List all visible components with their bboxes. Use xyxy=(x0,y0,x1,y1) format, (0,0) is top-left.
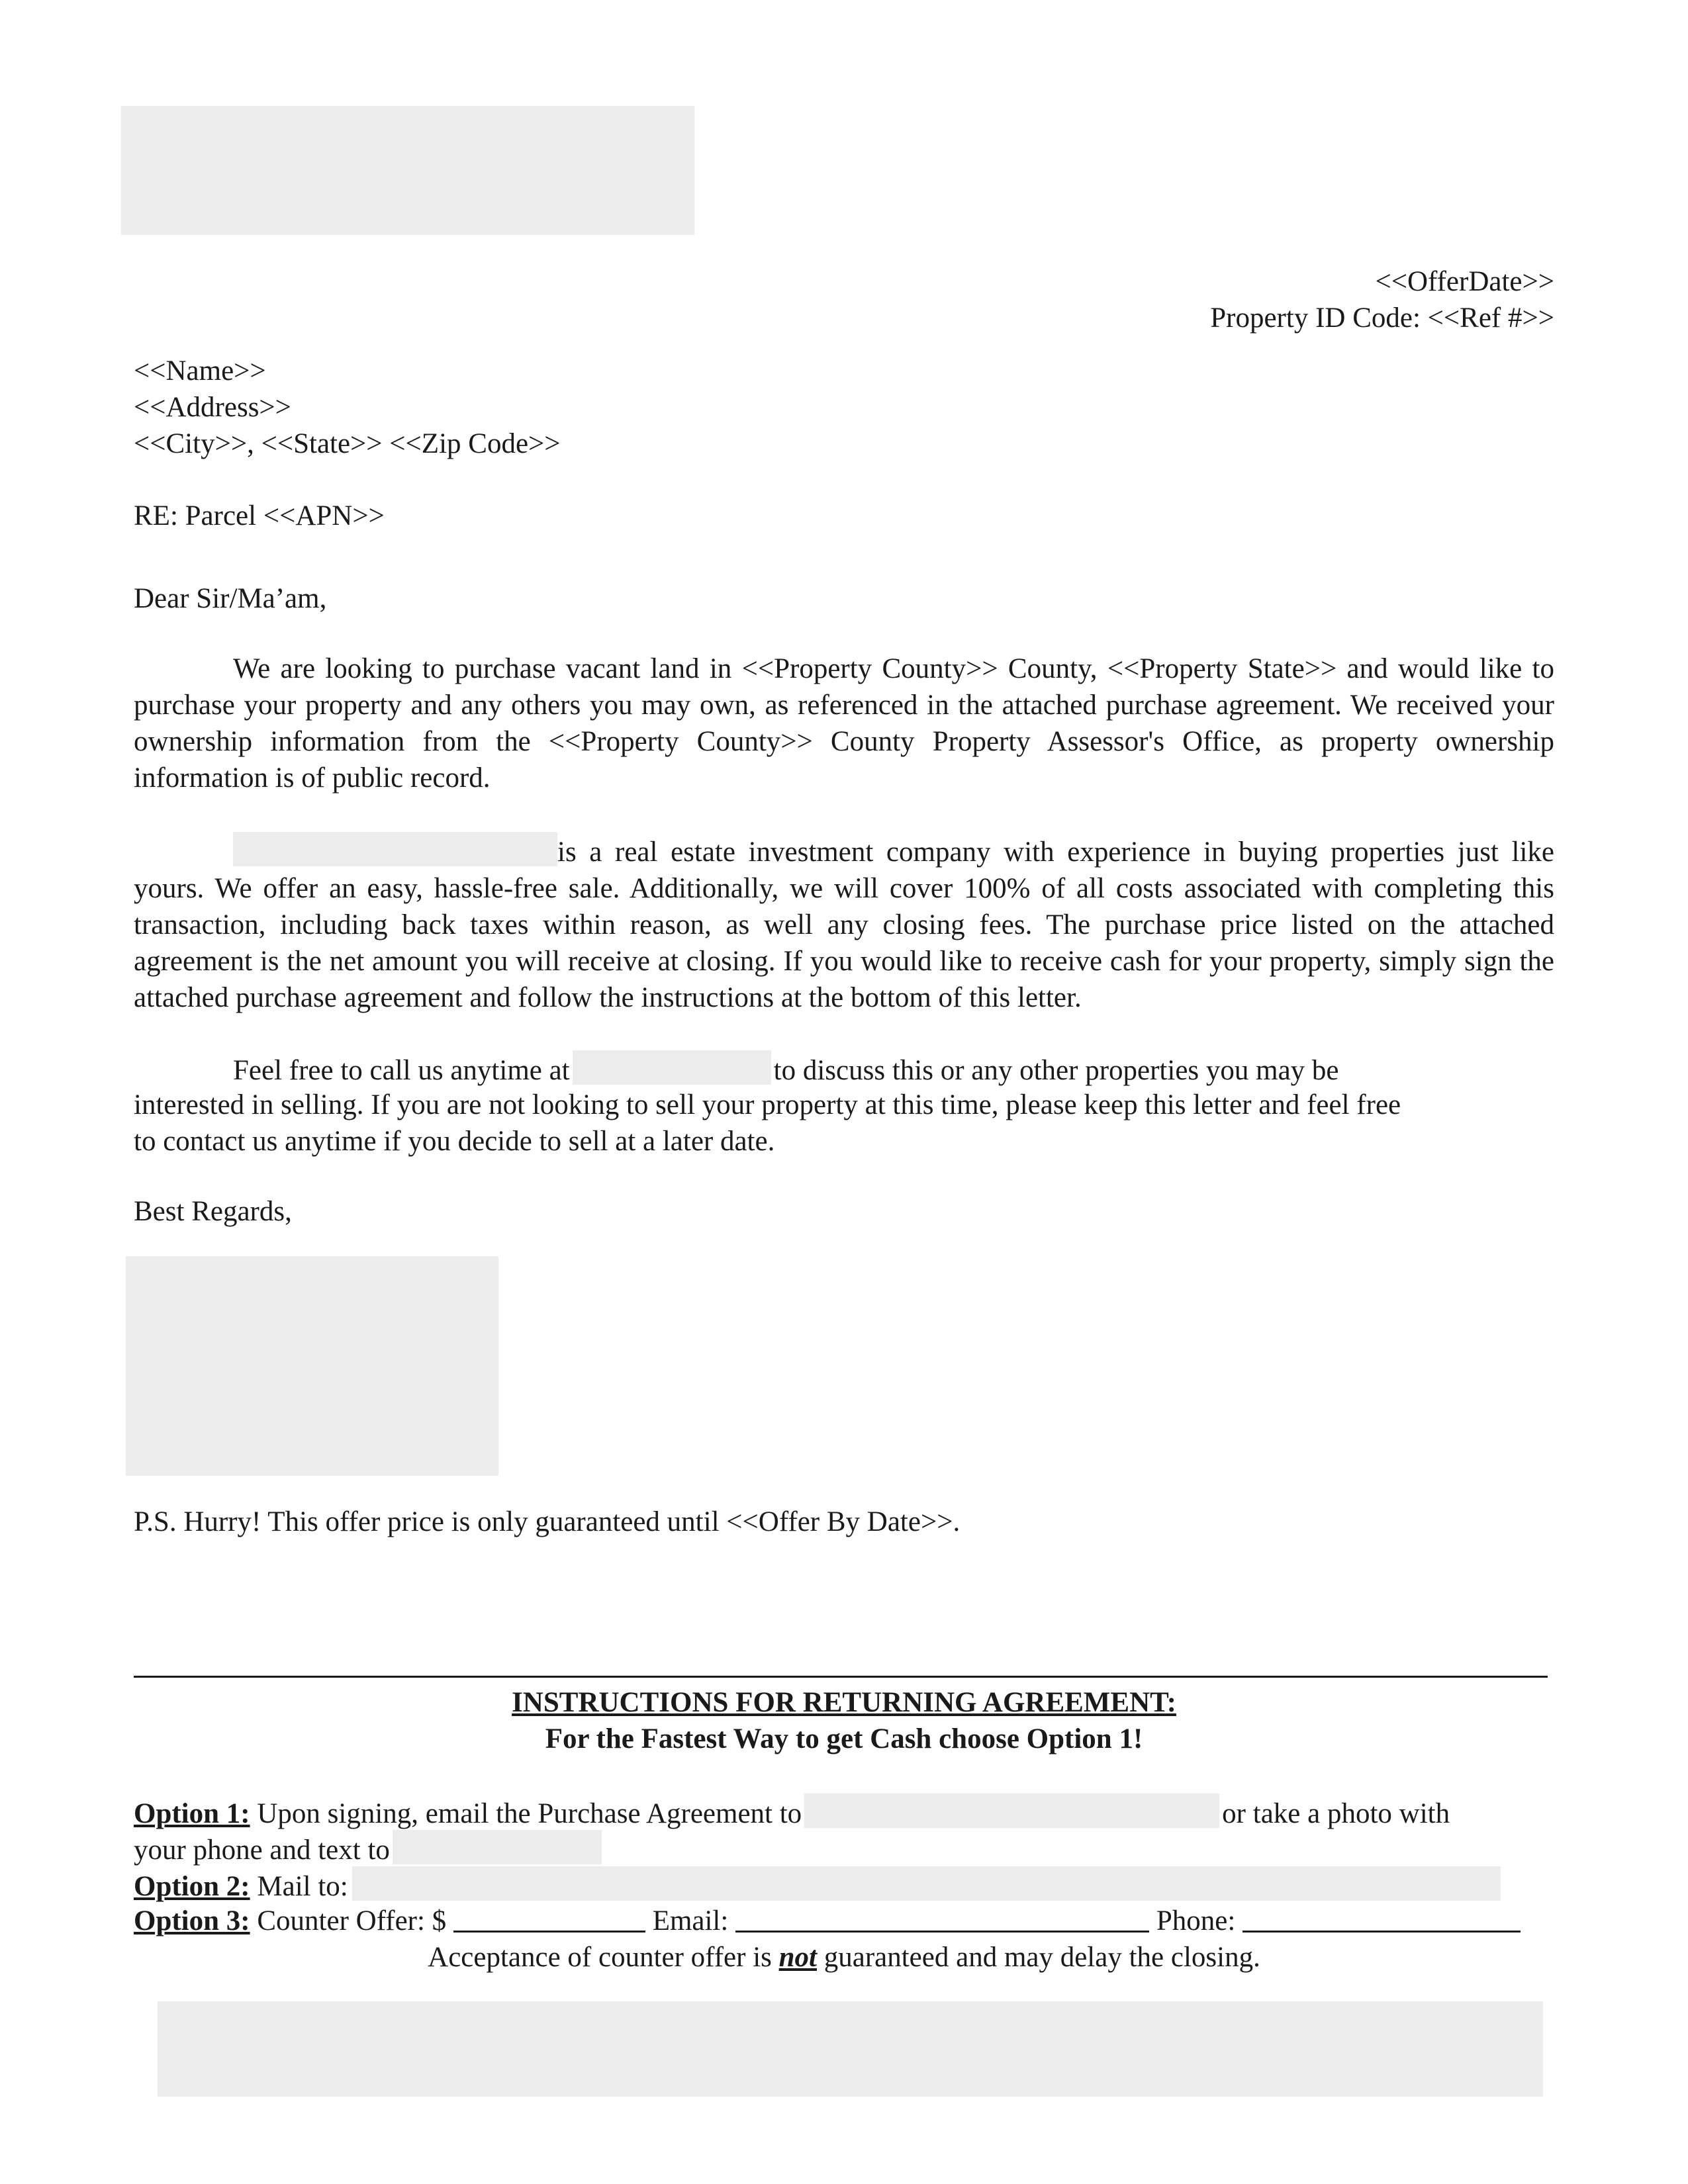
logo-redacted xyxy=(121,106,694,235)
paragraph-3-line-1 xyxy=(134,1050,1339,1089)
closing: Best Regards, xyxy=(134,1196,292,1227)
note-before: Acceptance of counter offer is xyxy=(428,1942,772,1973)
paragraph-3-line-3: to contact us anytime if you decide to sell at a later date. xyxy=(134,1126,775,1157)
re-line: RE: Parcel <<APN>> xyxy=(134,500,385,531)
paragraph-2-text: is a real estate investment company with experience in buying properties just like yours. We offer an easy, hassle-free sale. Additionally, we will cover 100% of all costs associated with completing this transaction, including back taxes within reason, as well any closing fees. The purchase price listed on the attached agreement is the net amount you will receive at closing. If you would like to receive cash for your property, simply sign the attached purchase agreement and follow the instructions at the bottom of this letter. xyxy=(134,837,1554,1013)
paragraph-3-before: Feel free to call us anytime at xyxy=(233,1055,570,1086)
option-2-line xyxy=(134,1866,1501,1905)
recipient-address: <<Address>> xyxy=(134,392,291,423)
option-2-label: Option 2: xyxy=(134,1871,250,1902)
offer-date: <<OfferDate>> xyxy=(1375,266,1554,297)
option-1-label: Option 1: xyxy=(134,1798,250,1829)
option-1-line-2 xyxy=(134,1830,602,1868)
counter-offer-label: Counter Offer: $ xyxy=(257,1905,447,1936)
paragraph-3-after: to discuss this or any other properties you may be xyxy=(773,1055,1339,1086)
mailing-address-redacted xyxy=(352,1866,1501,1901)
option-1-line-2-text: your phone and text to xyxy=(134,1835,390,1866)
option-2-text: Mail to: xyxy=(257,1871,348,1902)
option-1-text: Upon signing, email the Purchase Agreement to xyxy=(257,1798,802,1829)
phone-label: Phone: xyxy=(1156,1905,1236,1936)
recipient-city-state-zip: <<City>>, <<State>> <<Zip Code>> xyxy=(134,428,561,459)
instructions-heading: INSTRUCTIONS FOR RETURNING AGREEMENT: xyxy=(512,1687,1176,1718)
divider xyxy=(134,1676,1548,1678)
phone-number-redacted xyxy=(573,1050,771,1085)
counter-offer-note xyxy=(134,1939,1554,1976)
option-3-line xyxy=(134,1903,1521,1939)
note-emphasis: not xyxy=(778,1942,817,1973)
option-1-line-1 xyxy=(134,1794,1450,1832)
property-id: Property ID Code: <<Ref #>> xyxy=(1210,302,1554,334)
footer-redacted xyxy=(158,2001,1543,2097)
email-blank xyxy=(735,1905,1149,1933)
phone-blank xyxy=(1243,1905,1521,1933)
text-number-redacted xyxy=(393,1830,602,1864)
paragraph-2 xyxy=(134,832,1554,1016)
paragraph-1-text: We are looking to purchase vacant land in <<Property County>> County, <<Property State>> and would like to purchase your property and any others you may own, as referenced in the attached purchase agreement. We received your ownership information from the <<Property County>> County Property Assessor's Office, as property ownership information is of public record. xyxy=(134,653,1554,794)
option-3-label: Option 3: xyxy=(134,1905,250,1936)
email-label: Email: xyxy=(652,1905,729,1936)
email-redacted xyxy=(804,1794,1219,1828)
recipient-name: <<Name>> xyxy=(134,355,266,387)
signature-redacted xyxy=(126,1256,498,1476)
company-name-redacted xyxy=(233,832,557,866)
paragraph-3-line-2: interested in selling. If you are not looking to sell your property at this time, please keep this letter and feel free xyxy=(134,1089,1401,1120)
salutation: Dear Sir/Ma’am, xyxy=(134,583,327,614)
postscript: P.S. Hurry! This offer price is only guaranteed until <<Offer By Date>>. xyxy=(134,1506,961,1537)
paragraph-1 xyxy=(134,651,1554,796)
counter-offer-blank xyxy=(453,1905,645,1933)
instructions-subheading: For the Fastest Way to get Cash choose Option 1! xyxy=(545,1723,1143,1754)
option-1-after: or take a photo with xyxy=(1222,1798,1450,1829)
note-after: guaranteed and may delay the closing. xyxy=(823,1942,1260,1973)
